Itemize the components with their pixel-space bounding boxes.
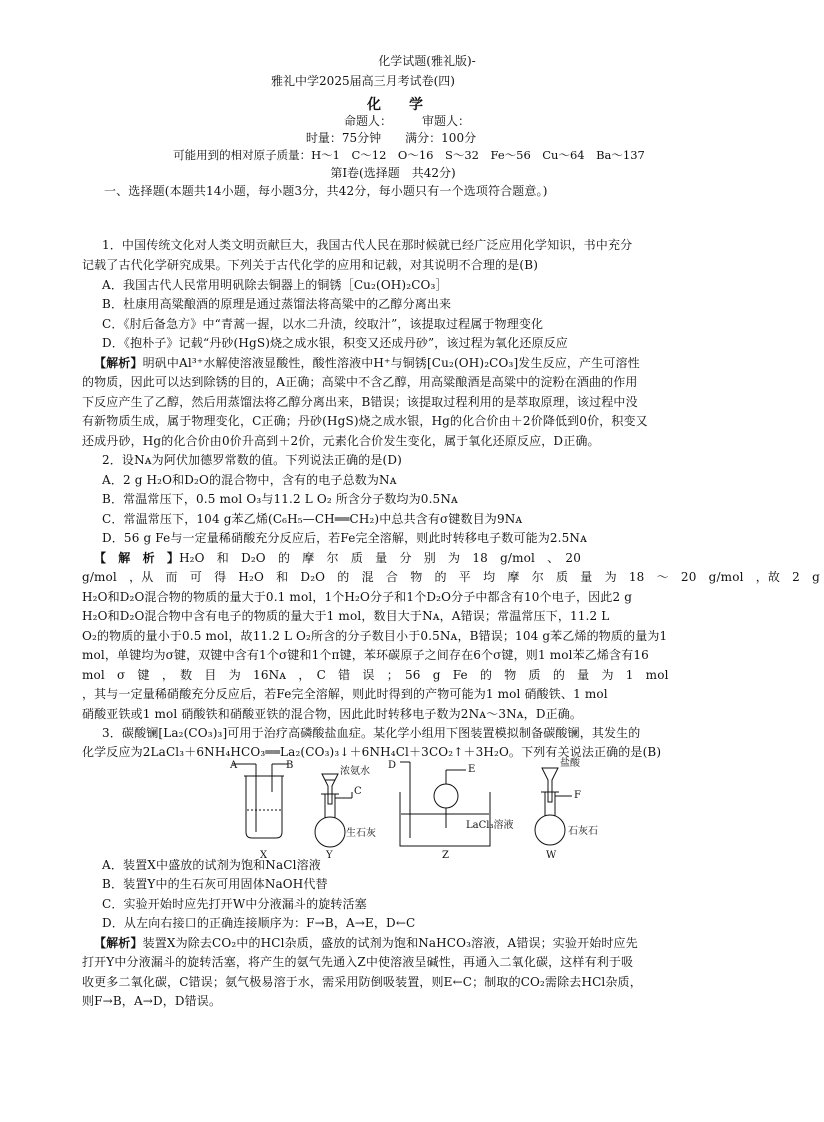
q1-analysis-line1: 【解析】明矾中Al³⁺水解使溶液显酸性，酸性溶液中H⁺与铜锈[Cu₂(OH)₂CO₃]发生反应，产生可溶性 xyxy=(94,356,640,370)
lacl3-solution-label: LaCl₃溶液 xyxy=(466,820,514,831)
flask-y xyxy=(315,817,345,847)
q2-analysis-line8: ，其与一定量稀硝酸充分反应后，若Fe完全溶解，则此时得到的产物可能为1 mol 硝酸铁、1 mol xyxy=(82,687,608,701)
q2-analysis-line1: 【 解 析 】H₂O 和 D₂O 的 摩 尔 质 量 分 别 为 18 g/mol 、 20 xyxy=(94,551,582,565)
q1-option-b: B．杜康用高粱酿酒的原理是通过蒸馏法将高粱中的乙醇分离出来 xyxy=(102,297,452,311)
port-a-label: A xyxy=(230,760,238,771)
q1-analysis-tag: 【解析】 xyxy=(94,356,143,370)
q1-option-c: C．《肘后备急方》中“青蒿一握，以水二升渍，绞取汁”，该提取过程属于物理变化 xyxy=(102,317,544,331)
q3-analysis-line1: 【解析】装置X为除去CO₂中的HCl杂质，盛放的试剂为饱和NaHCO₃溶液，A错误；实验开始时应先 xyxy=(94,936,638,950)
q3-option-c: C．实验开始时应先打开W中分液漏斗的旋转活塞 xyxy=(102,897,367,911)
ammonia-water-label: 浓氨水 xyxy=(340,766,370,777)
port-c-label: C xyxy=(354,786,362,797)
volume-title: 第Ⅰ卷(选择题 共42分) xyxy=(330,166,456,180)
header-line1: 化学试题(雅礼版)- xyxy=(378,54,476,68)
q2-analysis-line9: 硝酸亚铁或1 mol 硝酸铁和硝酸亚铁的混合物，因此此时转移电子数为2Nᴀ～3Nᴀ，D正确。 xyxy=(82,707,583,721)
section-heading: 一、选择题(本题共14小题，每小题3分，共42分，每小题只有一个选项符合题意。) xyxy=(104,184,548,198)
port-e-label: E xyxy=(468,764,476,775)
apparatus-figure xyxy=(230,752,620,860)
atomic-masses-line: 可能用到的相对原子质量：H～1 C～12 O～16 S～32 Fe～56 Cu～64 Ba～137 xyxy=(173,148,645,162)
q2-analysis-line3: H₂O和D₂O混合物的物质的量大于0.1 mol，1个H₂O分子和1个D₂O分子中都含有10个电子，因此2 g xyxy=(82,590,633,604)
apparatus-x-label: X xyxy=(260,850,268,861)
bottle-x xyxy=(246,776,282,838)
q3-stem-line1: 3．碳酸镧[La₂(CO₃)₃]可用于治疗高磷酸盐血症。某化学小组用下图装置模拟制备碳酸镧，其发生的 xyxy=(102,726,641,740)
q3-stem-line2: 化学反应为2LaCl₃＋6NH₄HCO₃══La₂(CO₃)₃↓＋6NH₄Cl＋3CO₂↑＋3H₂O。下列有关说法正确的是(B) xyxy=(82,745,662,759)
limestone-label: 石灰石 xyxy=(568,826,598,837)
q3-option-b: B．装置Y中的生石灰可用固体NaOH代替 xyxy=(102,877,328,891)
exam-title: 雅礼中学2025届高三月考试卷(四) xyxy=(271,74,455,88)
apparatus-diagram xyxy=(230,752,620,860)
q3-analysis-line2: 打开Y中分液漏斗的旋转活塞，将产生的氨气先通入Z中使溶液呈碱性，再通入二氧化碳，这样有利于吸 xyxy=(82,955,634,969)
beaker-z xyxy=(400,792,490,846)
q1-option-d: D．《抱朴子》记载“丹砂(HgS)烧之成水银，积变又还成丹砂”，该过程为氧化还原反应 xyxy=(102,336,568,350)
q2-stem: 2．设Nᴀ为阿伏加德罗常数的值。下列说法正确的是(D) xyxy=(102,453,402,467)
q2-analysis-line5: O₂的物质的量小于0.5 mol，故11.2 L O₂所含的分子数目小于0.5Nᴀ，B错误；104 g苯乙烯的物质的量为1 xyxy=(82,629,668,643)
flask-w xyxy=(535,815,565,845)
q1-analysis-line5: 还成丹砂，Hg的化合价由0价升高到＋2价，元素化合价发生变化，属于氧化还原反应，D正确。 xyxy=(82,434,600,448)
q1-analysis-line4: 有新物质生成，属于物理变化，C正确；丹砂(HgS)烧之成水银，Hg的化合价由＋2价降低到0价，积变又 xyxy=(82,414,648,428)
q2-option-d: D．56 g Fe与一定量稀硝酸充分反应后，若Fe完全溶解，则此时转移电子数可能为2.5Nᴀ xyxy=(102,531,588,545)
q3-analysis-line4: 则F→B，A→D，D错误。 xyxy=(82,994,222,1008)
q3-analysis-tag: 【解析】 xyxy=(94,936,143,950)
q3-analysis-line3: 收更多二氧化碳，C错误；氨气极易溶于水，需采用防倒吸装置，则E←C；制取的CO₂需除去HCl杂质， xyxy=(82,975,642,989)
hydrochloric-acid-label: 盐酸 xyxy=(560,758,580,769)
q2-option-c: C．常温常压下，104 g苯乙烯(C₆H₅—CH══CH₂)中总共含有σ键数目为9Nᴀ xyxy=(102,512,523,526)
time-score-line: 时量：75分钟 满分：100分 xyxy=(305,131,477,145)
apparatus-z-label: Z xyxy=(442,850,449,861)
q2-analysis-line6: mol，单键均为σ键，双键中含有1个σ键和1个π键，苯环碳原子之间存在6个σ键，则1 mol苯乙烯含有16 xyxy=(82,648,649,662)
port-b-label: B xyxy=(286,760,294,771)
apparatus-y-label: Y xyxy=(326,850,333,861)
q2-option-a: A．2 g H₂O和D₂O的混合物中，含有的电子总数为Nᴀ xyxy=(102,473,397,487)
port-f-label: F xyxy=(574,790,581,801)
port-d-label: D xyxy=(388,760,397,771)
q2-analysis-line2: g/mol ，从 而 可 得 H₂O 和 D₂O 的 混 合 物 的 平 均 摩 尔 质 量 为 18 ～ 20 g/mol ，故 2 g xyxy=(82,570,820,584)
q1-stem-line1: 1．中国传统文化对人类文明贡献巨大，我国古代人民在那时候就已经广泛应用化学知识，书中充分 xyxy=(102,238,633,252)
q1-stem-line2: 记载了古代化学研究成果。下列关于古代化学的应用和记载，对其说明不合理的是(B) xyxy=(82,258,539,272)
q1-analysis-line3: 下反应产生了乙醇，然后用蒸馏法将乙醇分离出来，B错误；该提取过程利用的是萃取原理，该过程中没 xyxy=(82,395,638,409)
apparatus-w-label: W xyxy=(546,850,557,861)
staff-line: 命题人： 审题人： xyxy=(343,114,470,128)
subject-title: 化 学 xyxy=(367,97,423,113)
q1-option-a: A．我国古代人民常用明矾除去铜器上的铜锈［Cu₂(OH)₂CO₃］ xyxy=(102,278,448,292)
quicklime-label: 生石灰 xyxy=(346,828,376,839)
q2-analysis-line7: mol σ 键 ， 数 目 为 16Nᴀ ， C 错 误 ； 56 g Fe 的 物 质 的 量 为 1 mol xyxy=(82,668,669,682)
q1-analysis-line2: 的物质，因此可以达到除锈的目的，A正确；高粱中不含乙醇，用高粱酿酒是高粱中的淀粉在酒曲的作用 xyxy=(82,375,638,389)
q2-analysis-line4: H₂O和D₂O混合物中含有电子的物质的量大于1 mol，数目大于Nᴀ，A错误；常温常压下，11.2 L xyxy=(82,609,610,623)
q3-option-d: D．从左向右接口的正确连接顺序为：F→B，A→E，D←C xyxy=(102,916,416,930)
q2-analysis-tag: 【 解 析 】 xyxy=(94,551,180,565)
q2-option-b: B．常温常压下，0.5 mol O₃与11.2 L O₂ 所含分子数均为0.5Nᴀ xyxy=(102,492,458,506)
q3-option-a: A．装置X中盛放的试剂为饱和NaCl溶液 xyxy=(102,858,321,872)
